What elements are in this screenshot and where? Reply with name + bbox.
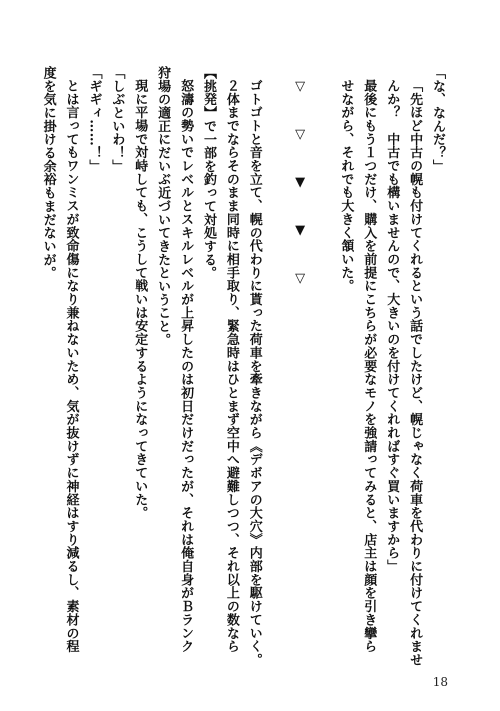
text-line: 現に平場で対峙しても、こうして戦いは安定するようになってきていた。 bbox=[132, 79, 148, 520]
vertical-text-body bbox=[36, 66, 448, 667]
text-line: 狩場の適正にだいぶ近づいてきたということ。 bbox=[155, 66, 171, 347]
blank-line bbox=[311, 66, 334, 651]
text-line: 「ギギィ……！」 bbox=[86, 66, 102, 173]
text-line: 「しぶといわ！」 bbox=[109, 66, 125, 173]
text-line: 怒濤の勢いでレベルとスキルレベルが上昇したのは初日だけだったが、それは俺自身がＢランク bbox=[178, 79, 194, 654]
text-line: んか？ 中古でも構いませんので、大きいのを付けてくれればすぐ買いますから」 bbox=[384, 79, 400, 573]
text-line: 度を気に掛ける余裕もまだないが。 bbox=[40, 66, 56, 280]
text-line: 「な、なんだ？」 bbox=[430, 66, 445, 173]
blank-line bbox=[265, 66, 288, 651]
scene-separator: ▽ ▽ ▼ ▼ ▽ bbox=[292, 79, 308, 296]
text-line: 最後にもう１つだけ、購入を前提にこちらが必要なモノを強請ってみると、店主は顔を引き攣ら bbox=[361, 79, 377, 654]
text-line: ゴトゴトと音を立て、幌の代わりに貰った荷車を牽きながら《デボアの大穴》内部を駆けていく。 bbox=[246, 79, 262, 667]
page-number: 18 bbox=[432, 675, 448, 689]
text-line: せながら、それでも大きく頷いた。 bbox=[338, 79, 354, 293]
text-line: ２体までならそのまま同時に相手取り、緊急時はひとまず空中へ避難しつつ、それ以上の数なら bbox=[223, 79, 239, 654]
text-line: 【挑発】で一部を釣って対処する。 bbox=[200, 66, 216, 280]
text-line: 「先ほど中古の幌も付けてくれるという話でしたけど、幌じゃなく荷車を代わりに付けてくれませ bbox=[407, 79, 423, 667]
text-line: とは言ってもワンミスが致命傷になり兼ねないため、気が抜けずに神経はすり減るし、素材の程 bbox=[63, 79, 79, 654]
